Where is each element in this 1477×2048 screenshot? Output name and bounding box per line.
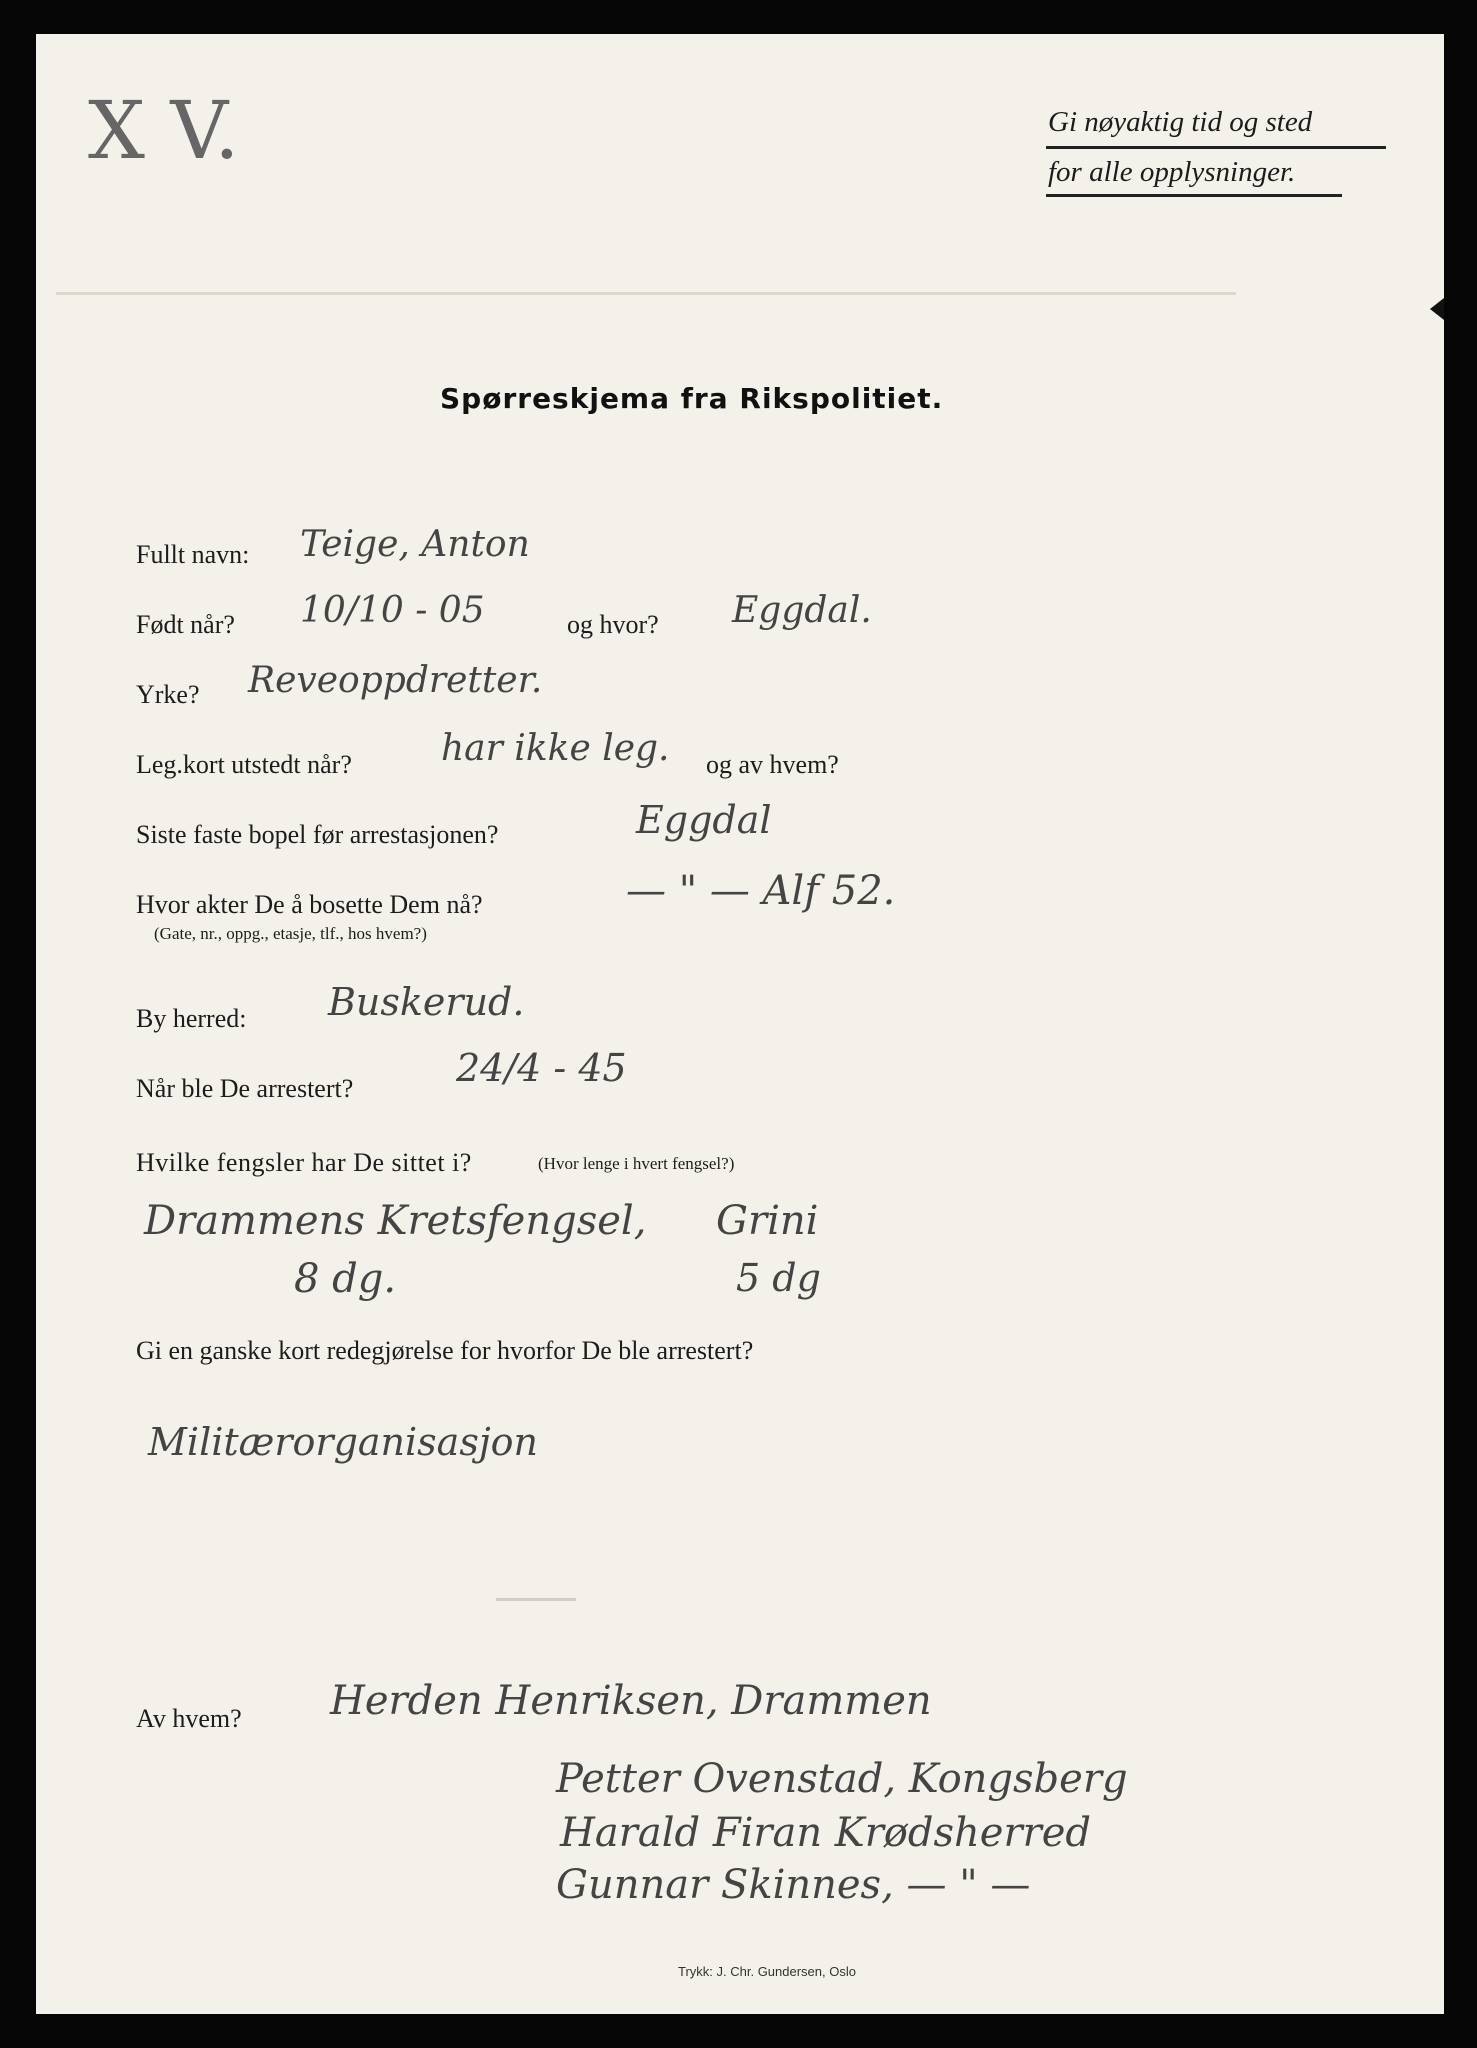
by-whom-line-4: Gunnar Skinnes, — " — (556, 1862, 1031, 1908)
form-sheet (36, 34, 1444, 2014)
prisons-line2-a: 8 dg. (294, 1256, 397, 1302)
born-when-value: 10/10 - 05 (300, 590, 485, 631)
corner-mark: X V. (88, 84, 240, 177)
printer-credit: Trykk: J. Chr. Gundersen, Oslo (678, 1964, 856, 1979)
by-whom-line-1: Herden Henriksen, Drammen (330, 1678, 932, 1724)
settle-label: Hvor akter De å bosette Dem nå? (136, 890, 483, 919)
occupation-value: Reveoppdretter. (248, 660, 543, 701)
arrested-value: 24/4 - 45 (456, 1046, 627, 1090)
faint-mark (496, 1598, 576, 1601)
born-where-value: Eggdal. (732, 590, 872, 631)
id-card-value: har ikke leg. (441, 728, 670, 769)
occupation-label: Yrke? (136, 680, 200, 709)
form-title: Spørreskjema fra Rikspolitiet. (440, 382, 944, 415)
by-whom-label: Av hvem? (136, 1704, 242, 1733)
reason-value: Militærorganisasjon (148, 1420, 538, 1464)
show-through-text (56, 292, 1236, 295)
prisons-label: Hvilke fengsler har De sittet i? (136, 1148, 472, 1177)
by-whom-line-3: Harald Firan Krødsherred (560, 1810, 1091, 1856)
settle-value: — " — Alf 52. (626, 868, 896, 914)
binder-tab-mark (1430, 298, 1444, 320)
id-card-label: Leg.kort utstedt når? (136, 750, 352, 779)
prisons-line1-a: Drammens Kretsfengsel, (144, 1198, 647, 1244)
settle-sublabel: (Gate, nr., oppg., etasje, tlf., hos hvem?) (154, 924, 427, 943)
reason-label: Gi en ganske kort redegjørelse for hvorfor De ble arrestert? (136, 1336, 754, 1365)
id-card-by-label: og av hvem? (706, 750, 839, 779)
district-value: Buskerud. (328, 980, 525, 1024)
instruction-line-2: for alle opplysninger. (1048, 156, 1296, 188)
district-label: By herred: (136, 1004, 247, 1033)
born-when-label: Født når? (136, 610, 235, 639)
by-whom-line-2: Petter Ovenstad, Kongsberg (556, 1756, 1128, 1802)
name-value: Teige, Anton (300, 524, 530, 565)
name-label: Fullt navn: (136, 540, 250, 569)
prisons-sublabel: (Hvor lenge i hvert fengsel?) (538, 1154, 735, 1173)
instruction-underline-1 (1046, 146, 1386, 149)
arrested-label: Når ble De arrestert? (136, 1074, 354, 1103)
last-address-label: Siste faste bopel før arrestasjonen? (136, 820, 499, 849)
prisons-line1-b: Grini (716, 1198, 819, 1244)
instruction-underline-2 (1046, 194, 1342, 197)
last-address-value: Eggdal (636, 798, 772, 842)
born-where-label: og hvor? (567, 610, 659, 639)
prisons-line2-b: 5 dg (736, 1256, 821, 1300)
instruction-line-1: Gi nøyaktig tid og sted (1048, 106, 1313, 138)
